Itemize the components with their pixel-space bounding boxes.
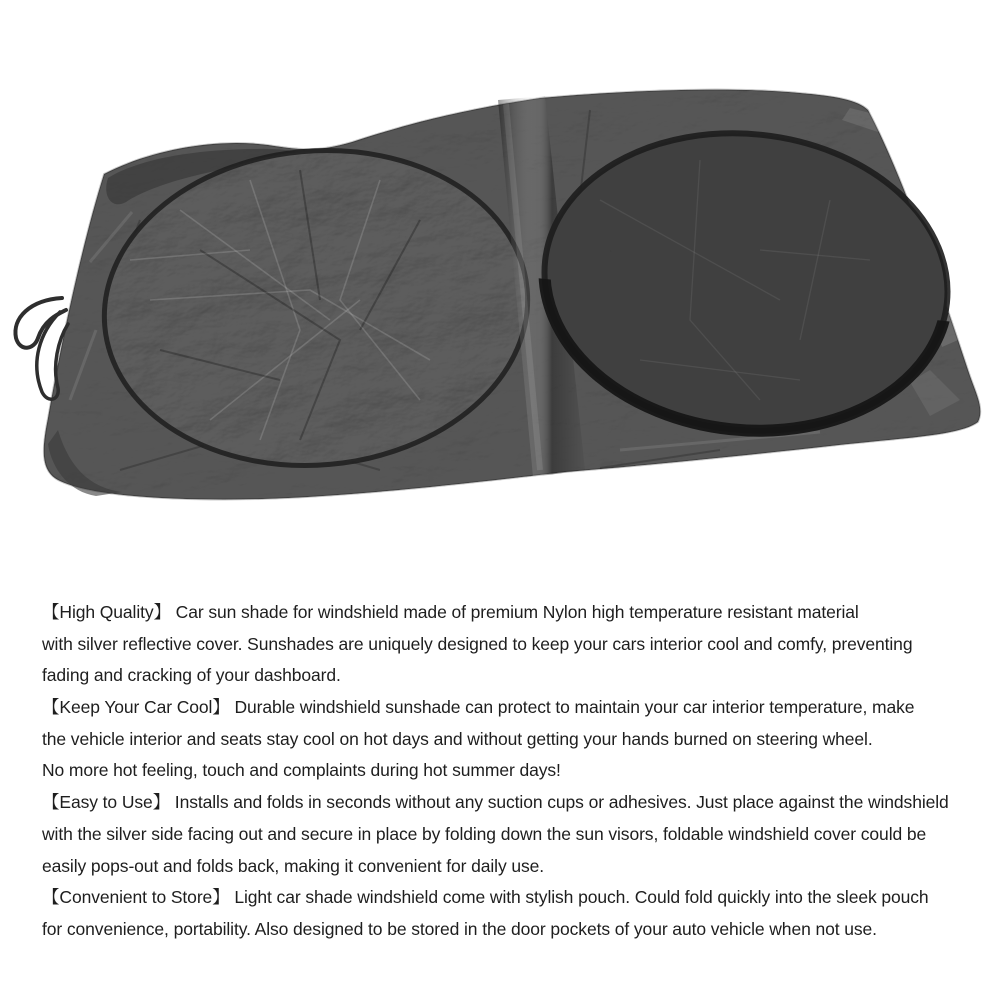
description-line: 【Easy to Use】 Installs and folds in seconds without any suction cups or adhesives. Just place against the windshield	[42, 792, 949, 813]
description-line: easily pops-out and folds back, making it convenient for daily use.	[42, 855, 545, 876]
description-line: the vehicle interior and seats stay cool on hot days and without getting your hands burned on steering wheel.	[42, 728, 873, 749]
description-line: 【Keep Your Car Cool】 Durable windshield sunshade can protect to maintain your car interior temperature, make	[42, 697, 915, 718]
description-line: fading and cracking of your dashboard.	[42, 665, 341, 686]
description-line: for convenience, portability. Also designed to be stored in the door pockets of your auto vehicle when not use.	[42, 918, 877, 939]
description-line: 【Convenient to Store】 Light car shade windshield come with stylish pouch. Could fold quickly into the sleek pouch	[42, 887, 929, 908]
description-line: with silver reflective cover. Sunshades are uniquely designed to keep your cars interior cool and comfy, preventing	[42, 633, 913, 654]
description-block	[42, 597, 972, 946]
description-line: with the silver side facing out and secure in place by folding down the sun visors, foldable windshield cover could be	[42, 823, 927, 844]
description-line: 【High Quality】 Car sun shade for windshield made of premium Nylon high temperature resistant material	[42, 602, 859, 622]
description-line: No more hot feeling, touch and complaints during hot summer days!	[42, 760, 561, 781]
